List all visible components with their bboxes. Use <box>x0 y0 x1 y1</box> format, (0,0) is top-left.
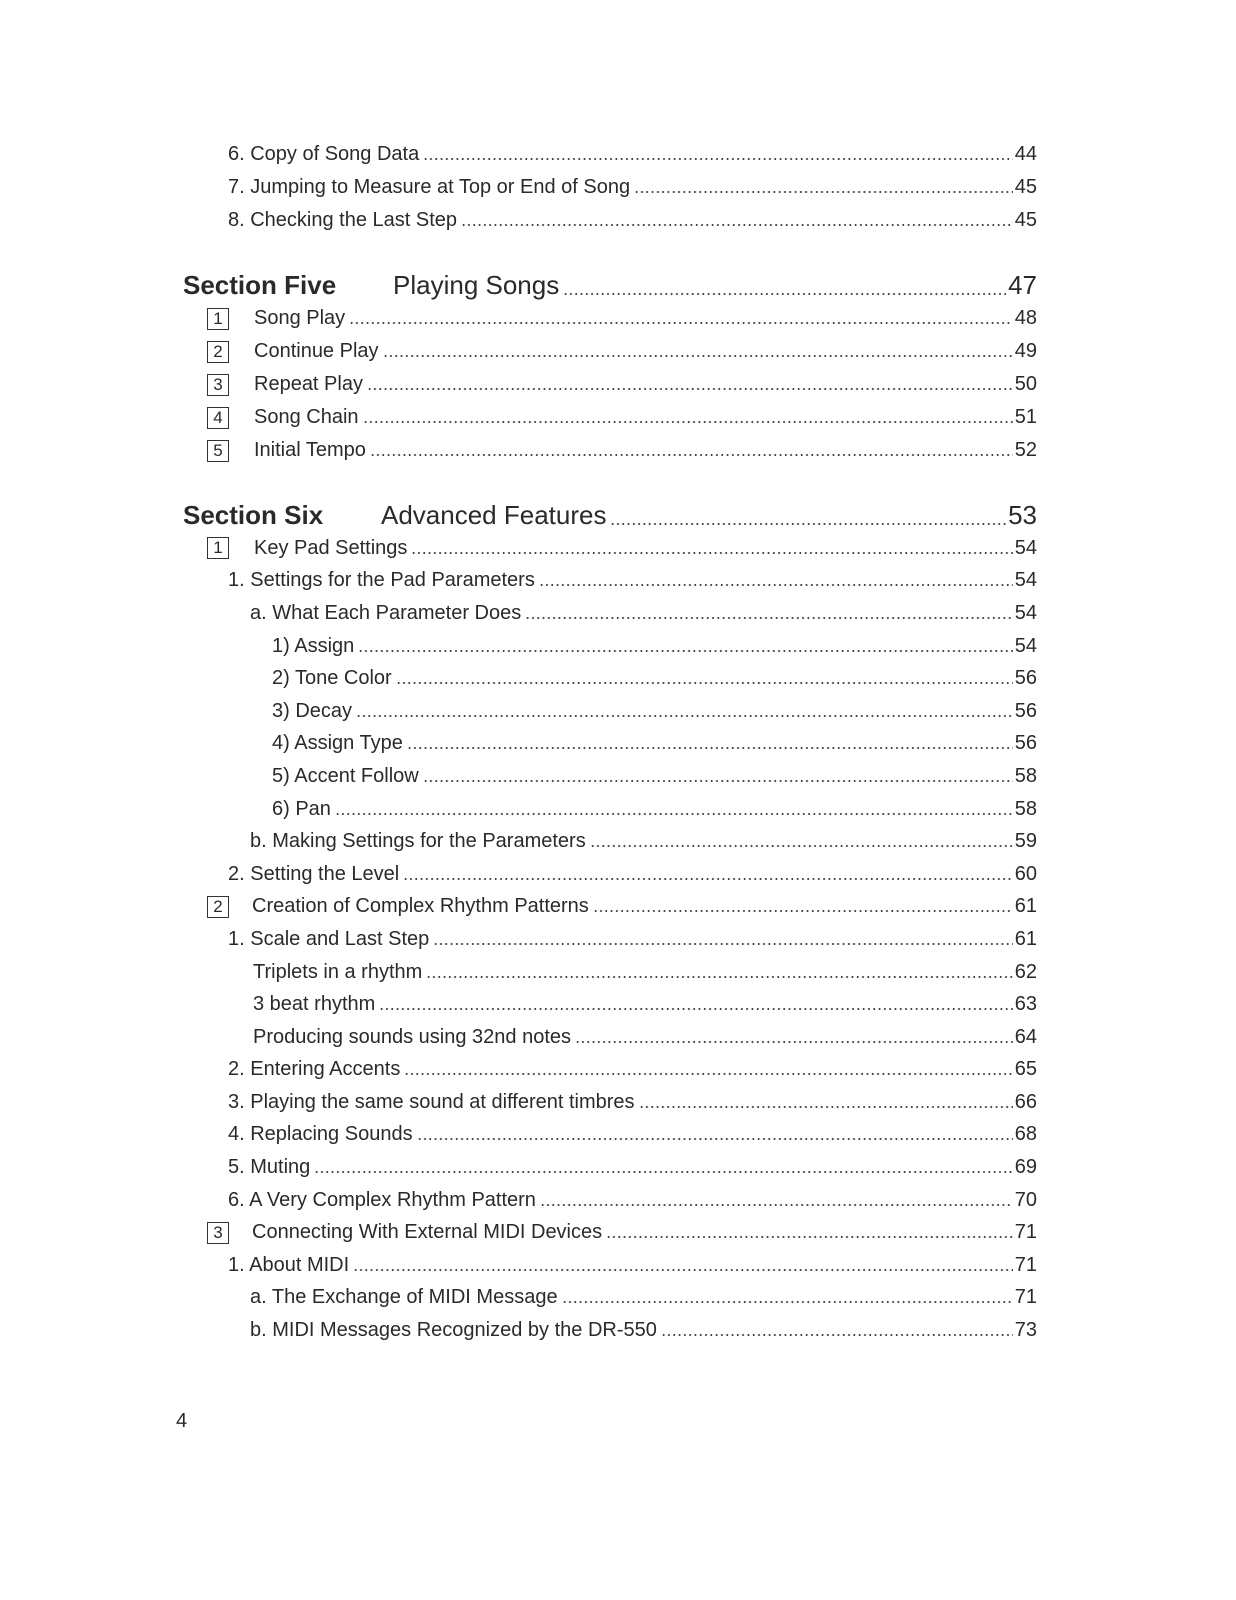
toc-entry[interactable] <box>0 793 1236 826</box>
boxed-number-icon: 3 <box>207 1222 229 1244</box>
dot-leader <box>407 747 1013 749</box>
dot-leader <box>423 158 1013 160</box>
entry-title[interactable]: Triplets in a rhythm <box>253 960 423 983</box>
toc-entry[interactable] <box>0 434 1236 467</box>
entry-page-number: 62 <box>1014 960 1037 983</box>
entry-page-number: 53 <box>1008 499 1037 530</box>
boxed-number-icon: 1 <box>207 308 229 330</box>
entry-title[interactable]: Song Play <box>254 307 346 329</box>
dot-leader <box>540 1204 1013 1206</box>
entry-leader <box>228 209 1037 232</box>
toc-entry[interactable] <box>0 1282 1236 1315</box>
dot-leader <box>525 617 1013 619</box>
entry-page-number: 54 <box>1014 634 1037 657</box>
toc-entry[interactable] <box>0 597 1236 630</box>
entry-title[interactable]: Producing sounds using 32nd notes <box>253 1025 572 1048</box>
entry-page-number: 50 <box>1014 373 1037 395</box>
entry-leader <box>272 700 1037 723</box>
boxed-number-icon: 5 <box>207 440 229 462</box>
toc-entry[interactable] <box>0 891 1236 924</box>
entry-title[interactable]: Continue Play <box>254 340 379 362</box>
entry-leader <box>228 1058 1037 1081</box>
entry-leader <box>252 895 1037 918</box>
entry-page-number: 56 <box>1014 699 1037 722</box>
entry-title[interactable]: Repeat Play <box>254 373 363 395</box>
entry-page-number: 61 <box>1014 895 1037 918</box>
toc-entry[interactable] <box>0 565 1236 598</box>
section-number: Section Six <box>183 499 324 530</box>
entry-page-number: 68 <box>1014 1123 1037 1146</box>
entry-title[interactable]: 1. About MIDI <box>228 1253 350 1276</box>
entry-leader <box>272 635 1037 658</box>
entry-page-number: 45 <box>1014 176 1037 198</box>
dot-leader <box>639 1106 1013 1108</box>
toc-entry[interactable] <box>0 923 1236 956</box>
entry-title[interactable]: Playing Songs <box>393 269 560 300</box>
entry-leader <box>228 863 1037 886</box>
section-heading[interactable] <box>0 498 1236 532</box>
table-of-contents <box>0 138 1236 1347</box>
dot-leader <box>590 845 1013 847</box>
toc-entry[interactable] <box>0 171 1236 204</box>
toc-entry[interactable] <box>0 138 1236 171</box>
boxed-number-icon: 2 <box>207 896 229 918</box>
dot-leader <box>634 191 1013 193</box>
entry-leader <box>381 500 1037 531</box>
page-number: 4 <box>176 1410 188 1432</box>
toc-entry[interactable] <box>0 1119 1236 1152</box>
boxed-number-icon: 3 <box>207 374 229 396</box>
entry-title[interactable]: a. The Exchange of MIDI Message <box>250 1286 558 1309</box>
toc-entry[interactable] <box>0 728 1236 761</box>
dot-leader <box>335 813 1013 815</box>
entry-title[interactable]: 3 beat rhythm <box>253 993 376 1016</box>
entry-title[interactable]: 7. Jumping to Measure at Top or End of Song <box>228 176 631 198</box>
entry-title[interactable]: 1. Scale and Last Step <box>228 927 430 950</box>
entry-leader <box>250 1286 1037 1309</box>
entry-title[interactable]: 3) Decay <box>272 699 353 722</box>
entry-page-number: 66 <box>1014 1090 1037 1113</box>
entry-leader <box>254 439 1037 462</box>
entry-title[interactable]: Initial Tempo <box>254 439 366 461</box>
boxed-number-icon: 2 <box>207 341 229 363</box>
dot-leader <box>403 878 1013 880</box>
entry-title[interactable]: 2) Tone Color <box>272 667 392 690</box>
entry-leader <box>228 176 1037 199</box>
toc-entry[interactable] <box>0 368 1236 401</box>
entry-leader <box>254 406 1037 429</box>
entry-title[interactable]: Connecting With External MIDI Devices <box>252 1221 603 1244</box>
entry-title[interactable]: 5) Accent Follow <box>272 764 419 787</box>
toc-entry[interactable] <box>0 760 1236 793</box>
entry-title[interactable]: 1. Settings for the Pad Parameters <box>228 569 535 592</box>
entry-title[interactable]: 6. Copy of Song Data <box>228 143 420 165</box>
entry-page-number: 61 <box>1014 927 1037 950</box>
entry-leader <box>254 537 1037 560</box>
entry-leader <box>393 270 1037 301</box>
toc-entry[interactable] <box>0 204 1236 237</box>
entry-page-number: 58 <box>1014 764 1037 787</box>
dot-leader <box>461 224 1013 226</box>
entry-page-number: 71 <box>1014 1286 1037 1309</box>
entry-leader <box>254 307 1037 330</box>
entry-title[interactable]: a. What Each Parameter Does <box>250 601 522 624</box>
entry-page-number: 44 <box>1014 143 1037 165</box>
entry-page-number: 63 <box>1014 993 1037 1016</box>
entry-page-number: 54 <box>1014 536 1037 559</box>
entry-page-number: 73 <box>1014 1319 1037 1342</box>
entry-leader <box>254 340 1037 363</box>
entry-title[interactable]: b. MIDI Messages Recognized by the DR-550 <box>250 1319 657 1342</box>
entry-title[interactable]: Advanced Features <box>381 499 607 530</box>
entry-leader <box>228 1254 1037 1277</box>
toc-entry[interactable] <box>0 695 1236 728</box>
entry-page-number: 71 <box>1014 1253 1037 1276</box>
dot-leader <box>563 293 1006 295</box>
toc-entry[interactable] <box>0 1086 1236 1119</box>
dot-leader <box>396 682 1013 684</box>
toc-entry[interactable] <box>0 630 1236 663</box>
toc-entry[interactable] <box>0 1054 1236 1087</box>
entry-leader <box>253 1026 1037 1049</box>
entry-leader <box>253 993 1037 1016</box>
entry-title[interactable]: Song Chain <box>254 406 359 428</box>
toc-entry[interactable] <box>0 1151 1236 1184</box>
entry-title[interactable]: 4) Assign Type <box>272 732 403 755</box>
entry-leader <box>250 1319 1037 1342</box>
entry-page-number: 52 <box>1014 439 1037 461</box>
entry-page-number: 54 <box>1014 569 1037 592</box>
entry-page-number: 64 <box>1014 1025 1037 1048</box>
entry-title[interactable]: b. Making Settings for the Parameters <box>250 830 586 853</box>
entry-leader <box>228 569 1037 592</box>
entry-title[interactable]: 5. Muting <box>228 1156 311 1179</box>
dot-leader <box>423 780 1013 782</box>
entry-leader <box>250 602 1037 625</box>
entry-title[interactable]: 6) Pan <box>272 797 331 820</box>
entry-title[interactable]: 8. Checking the Last Step <box>228 209 458 231</box>
dot-leader <box>404 1073 1012 1075</box>
toc-entry[interactable] <box>0 302 1236 335</box>
dot-leader <box>539 584 1013 586</box>
toc-entry[interactable] <box>0 401 1236 434</box>
toc-entry[interactable] <box>0 956 1236 989</box>
toc-entry[interactable] <box>0 988 1236 1021</box>
entry-leader <box>228 1123 1037 1146</box>
toc-entry[interactable] <box>0 1021 1236 1054</box>
entry-leader <box>272 765 1037 788</box>
toc-entry[interactable] <box>0 825 1236 858</box>
entry-page-number: 60 <box>1014 862 1037 885</box>
toc-entry[interactable] <box>0 1184 1236 1217</box>
entry-leader <box>252 1221 1037 1244</box>
entry-leader <box>250 830 1037 853</box>
dot-leader <box>356 715 1013 717</box>
dot-leader <box>349 322 1013 324</box>
toc-entry[interactable] <box>0 662 1236 695</box>
toc-entry[interactable] <box>0 858 1236 891</box>
dot-leader <box>426 976 1012 978</box>
entry-leader <box>228 143 1037 166</box>
dot-leader <box>383 355 1013 357</box>
entry-title[interactable]: Key Pad Settings <box>254 536 408 559</box>
entry-page-number: 54 <box>1014 601 1037 624</box>
entry-page-number: 56 <box>1014 732 1037 755</box>
entry-page-number: 65 <box>1014 1058 1037 1081</box>
dot-leader <box>575 1041 1013 1043</box>
dot-leader <box>661 1334 1013 1336</box>
entry-page-number: 69 <box>1014 1156 1037 1179</box>
entry-leader <box>272 798 1037 821</box>
dot-leader <box>363 421 1013 423</box>
section-number: Section Five <box>183 269 337 300</box>
dot-leader <box>606 1236 1013 1238</box>
entry-leader <box>253 961 1037 984</box>
entry-page-number: 49 <box>1014 340 1037 362</box>
dot-leader <box>379 1008 1012 1010</box>
entry-page-number: 71 <box>1014 1221 1037 1244</box>
toc-entry[interactable] <box>0 1314 1236 1347</box>
entry-title[interactable]: 2. Entering Accents <box>228 1058 401 1081</box>
dot-leader <box>358 650 1012 652</box>
entry-leader <box>272 667 1037 690</box>
entry-title[interactable]: 2. Setting the Level <box>228 862 400 885</box>
toc-entry[interactable] <box>0 532 1236 565</box>
dot-leader <box>562 1301 1013 1303</box>
entry-page-number: 47 <box>1008 269 1037 300</box>
dot-leader <box>593 910 1013 912</box>
entry-title[interactable]: Creation of Complex Rhythm Patterns <box>252 895 589 918</box>
entry-page-number: 51 <box>1014 406 1037 428</box>
entry-page-number: 70 <box>1014 1188 1037 1211</box>
entry-title[interactable]: 4. Replacing Sounds <box>228 1123 413 1146</box>
dot-leader <box>353 1269 1013 1271</box>
dot-leader <box>417 1138 1013 1140</box>
dot-leader <box>433 943 1013 945</box>
entry-page-number: 56 <box>1014 667 1037 690</box>
entry-title[interactable]: 3. Playing the same sound at different timbres <box>228 1090 635 1113</box>
entry-page-number: 59 <box>1014 830 1037 853</box>
entry-leader <box>228 1189 1037 1212</box>
entry-page-number: 48 <box>1014 307 1037 329</box>
entry-title[interactable]: 1) Assign <box>272 634 355 657</box>
entry-leader <box>254 373 1037 396</box>
entry-leader <box>228 1156 1037 1179</box>
section-heading[interactable] <box>0 268 1236 302</box>
entry-leader <box>228 928 1037 951</box>
boxed-number-icon: 4 <box>207 407 229 429</box>
toc-entry[interactable] <box>0 1216 1236 1249</box>
dot-leader <box>411 552 1012 554</box>
toc-entry[interactable] <box>0 335 1236 368</box>
dot-leader <box>367 388 1013 390</box>
dot-leader <box>370 454 1013 456</box>
boxed-number-icon: 1 <box>207 537 229 559</box>
entry-page-number: 58 <box>1014 797 1037 820</box>
entry-leader <box>272 732 1037 755</box>
entry-leader <box>228 1091 1037 1114</box>
entry-title[interactable]: 6. A Very Complex Rhythm Pattern <box>228 1188 536 1211</box>
dot-leader <box>610 523 1006 525</box>
dot-leader <box>314 1171 1012 1173</box>
entry-page-number: 45 <box>1014 209 1037 231</box>
toc-entry[interactable] <box>0 1249 1236 1282</box>
